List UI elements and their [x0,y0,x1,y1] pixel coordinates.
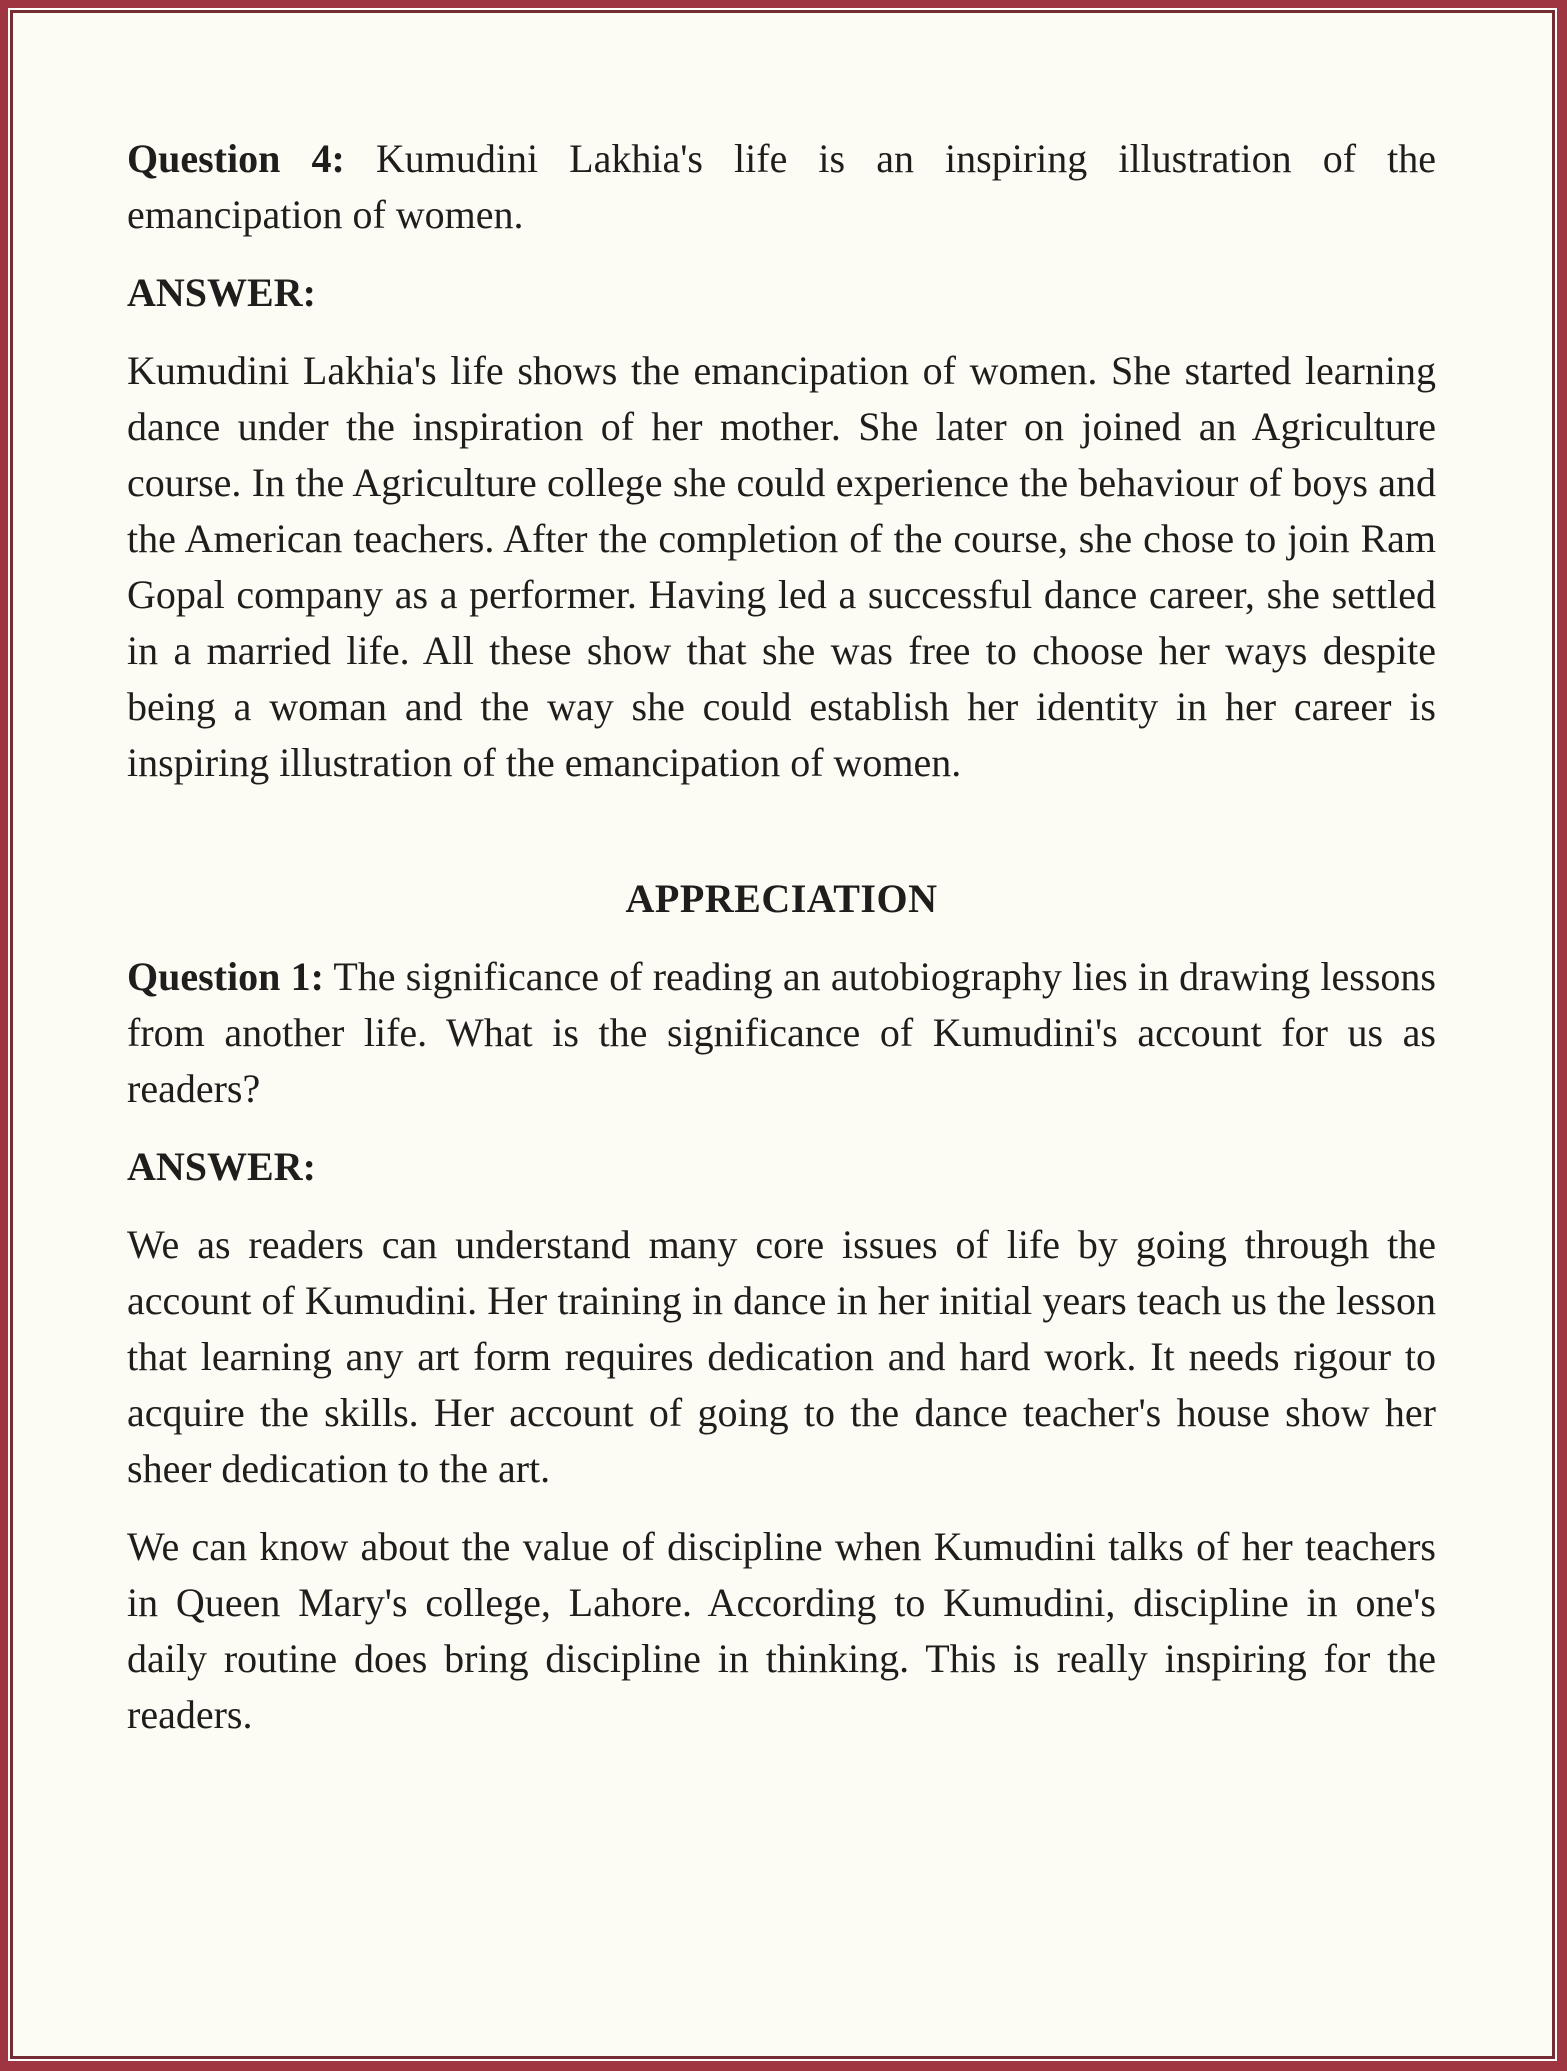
question-4-text: Kumudini Lakhia's life is an inspiring illustration of the emancipation of women. [127,136,1436,237]
page-frame-gap [8,8,1557,2061]
question-1-label: Question 1: [127,954,324,999]
answer-heading-2: ANSWER: [127,1144,316,1189]
appreciation-heading: APPRECIATION [625,876,938,921]
page-content [13,13,1552,1743]
question-1-paragraph [127,949,1436,1117]
answer-4-paragraph: Kumudini Lakhia's life shows the emancipation of women. She started learning dance under the inspiration of her mother. She later on joined an Agriculture course. In the Agriculture college she could experience the behaviour of boys and the American teachers. After the completion of the course, she chose to join Ram Gopal company as a performer. Having led a successful dance career, she settled in a married life. All these show that she was free to choose her ways despite being a woman and the way she could establish her identity in her career is inspiring illustration of the emancipation of women. [127,348,1436,785]
question-1-text: The significance of reading an autobiography lies in drawing lessons from another life. What is the significance of Kumudini's account for us as readers? [127,954,1436,1111]
answer-1-paragraph-1: We as readers can understand many core issues of life by going through the account of Kumudini. Her training in dance in her initial years teach us the lesson that learning any art form requires dedication and hard work. It needs rigour to acquire the skills. Her account of going to the dance teacher's house show her sheer dedication to the art. [127,1222,1436,1491]
question-4-paragraph [127,131,1436,243]
answer-1-paragraph-2: We can know about the value of discipline when Kumudini talks of her teachers in Queen Mary's college, Lahore. According to Kumudini, discipline in one's daily routine does bring discipline in thinking. This is really inspiring for the readers. [127,1524,1436,1737]
page-frame-inner [10,10,1555,2059]
answer-heading-1: ANSWER: [127,270,316,315]
question-4-label: Question 4: [127,136,345,181]
